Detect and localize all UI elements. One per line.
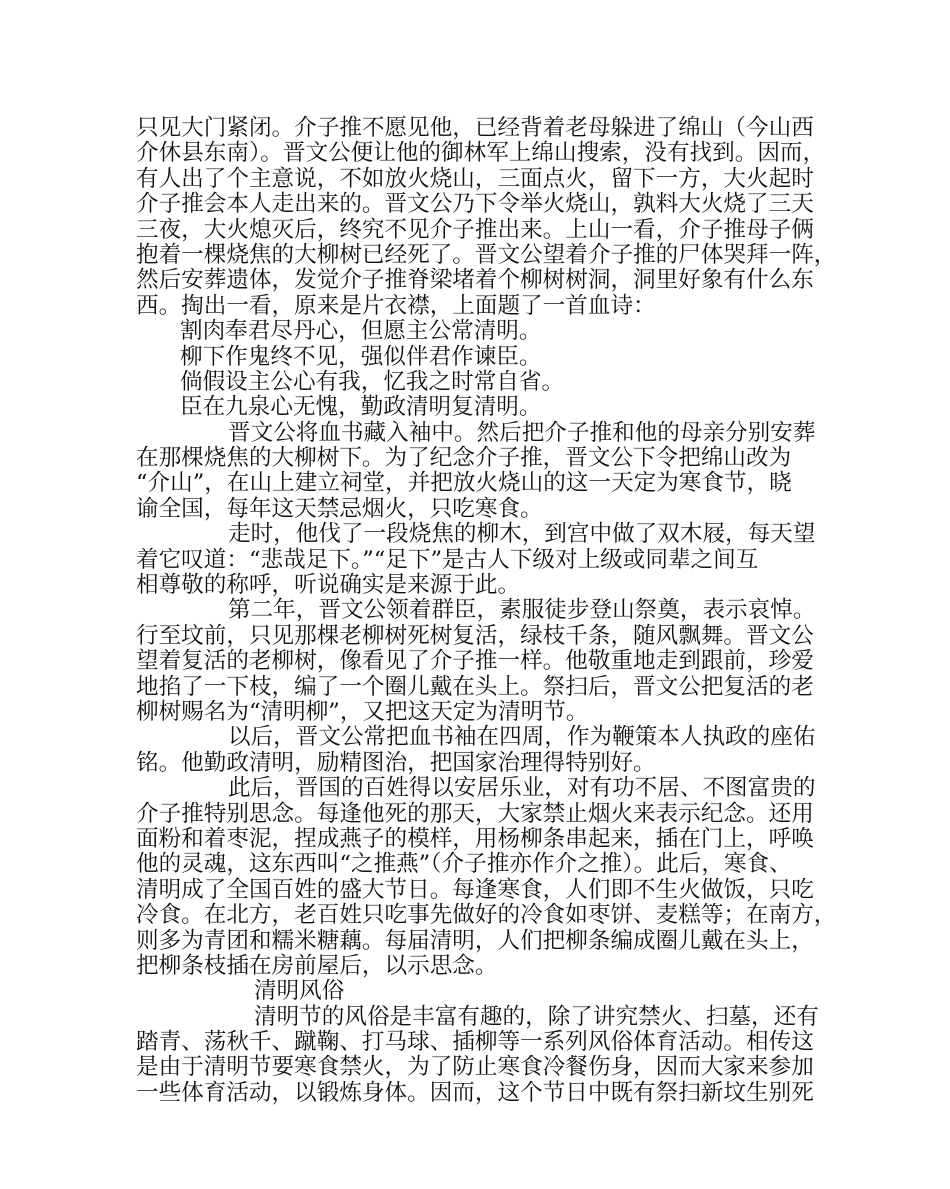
text-line: 则多为青团和糯米糖藕。每届清明，人们把柳条编成圈儿戴在头上， bbox=[136, 927, 814, 954]
text-line: 行至坟前，只见那棵老柳树死树复活，绿枝千条，随风飘舞。晋文公 bbox=[136, 622, 814, 649]
text-line: 踏青、荡秋千、蹴鞠、打马球、插柳等一系列风俗体育活动。相传这 bbox=[136, 1029, 814, 1056]
text-line: 着它叹道：“悲哉足下。”“足下”是古人下级对上级或同辈之间互 bbox=[136, 546, 759, 573]
text-line: 他的灵魂，这东西叫“之推燕”（介子推亦作介之推）。此后，寒食、 bbox=[136, 851, 792, 878]
text-line: 有人出了个主意说，不如放火烧山，三面点火，留下一方，大火起时 bbox=[136, 165, 814, 192]
text-line: 走时，他伐了一段烧焦的柳木，到宫中做了双木屐，每天望 bbox=[228, 521, 816, 548]
text-line: 谕全国，每年这天禁忌烟火，只吃寒食。 bbox=[136, 495, 543, 522]
text-line: 只见大门紧闭。介子推不愿见他，已经背着老母躲进了绵山（今山西 bbox=[136, 115, 814, 141]
text-line: 第二年，晋文公领着群臣，素服徒步登山祭奠，表示哀悼。 bbox=[228, 597, 816, 624]
text-line: 介子推特别思念。每逢他死的那天，大家禁止烟火来表示纪念。还用 bbox=[136, 800, 814, 827]
text-line: 冷食。在北方，老百姓只吃事先做好的冷食如枣饼、麦糕等；在南方， bbox=[136, 902, 837, 929]
text-line: 此后，晋国的百姓得以安居乐业，对有功不居、不图富贵的 bbox=[228, 775, 816, 802]
poem-line: 割肉奉君尽丹心，但愿主公常清明。 bbox=[180, 318, 542, 345]
text-line: 一些体育活动，以锻炼身体。因而，这个节日中既有祭扫新坟生别死 bbox=[136, 1079, 814, 1106]
poem-line: 臣在九泉心无愧，勤政清明复清明。 bbox=[180, 394, 542, 421]
text-line: 以后，晋文公常把血书袖在四周，作为鞭策本人执政的座佑 bbox=[228, 724, 816, 751]
poem-line: 柳下作鬼终不见，强似伴君作谏臣。 bbox=[180, 343, 542, 370]
text-line: 西。掏出一看，原来是片衣襟，上面题了一首血诗： bbox=[136, 292, 656, 319]
text-line: 然后安葬遗体，发觉介子推脊梁堵着个柳树树洞，洞里好象有什么东 bbox=[136, 267, 814, 294]
text-line: 把柳条枝插在房前屋后，以示思念。 bbox=[136, 952, 498, 979]
text-line: “介山”，在山上建立祠堂，并把放火烧山的这一天定为寒食节，晓 bbox=[136, 470, 792, 497]
poem-line: 倘假设主公心有我，忆我之时常自省。 bbox=[180, 368, 565, 395]
text-line: 晋文公将血书藏入袖中。然后把介子推和他的母亲分别安葬 bbox=[228, 419, 816, 446]
text-line: 清明成了全国百姓的盛大节日。每逢寒食，人们即不生火做饭，只吃 bbox=[136, 876, 814, 903]
text-line: 在那棵烧焦的大柳树下。为了纪念介子推，晋文公下令把绵山改为 bbox=[136, 445, 792, 472]
text-line: 清明节的风俗是丰富有趣的，除了讲究禁火、扫墓，还有 bbox=[254, 1003, 819, 1030]
body-text bbox=[136, 115, 837, 1106]
text-line: 介子推会本人走出来的。晋文公乃下令举火烧山，孰料大火烧了三天 bbox=[136, 191, 814, 218]
text-line: 三夜，大火熄灭后，终究不见介子推出来。上山一看，介子推母子俩 bbox=[136, 216, 814, 243]
text-line: 柳树赐名为“清明柳”，又把这天定为清明节。 bbox=[136, 698, 589, 725]
text-line: 介休县东南）。晋文公便让他的御林军上绵山搜索，没有找到。因而， bbox=[136, 140, 826, 167]
text-line: 是由于清明节要寒食禁火，为了防止寒食冷餐伤身，因而大家来参加 bbox=[136, 1054, 814, 1081]
text-line: 抱着一棵烧焦的大柳树已经死了。晋文公望着介子推的尸体哭拜一阵， bbox=[136, 241, 837, 268]
text-line: 相尊敬的称呼，听说确实是来源于此。 bbox=[136, 572, 521, 599]
text-line: 地掐了一下枝，编了一个圈儿戴在头上。祭扫后，晋文公把复活的老 bbox=[136, 673, 814, 700]
text-line: 面粉和着枣泥，捏成燕子的模样，用杨柳条串起来，插在门上，呼唤 bbox=[136, 825, 814, 852]
text-line: 望着复活的老柳树，像看见了介子推一样。他敬重地走到跟前，珍爱 bbox=[136, 648, 814, 675]
section-heading: 清明风俗 bbox=[254, 978, 345, 1005]
text-line: 铭。他勤政清明，励精图治，把国家治理得特别好。 bbox=[136, 749, 656, 776]
